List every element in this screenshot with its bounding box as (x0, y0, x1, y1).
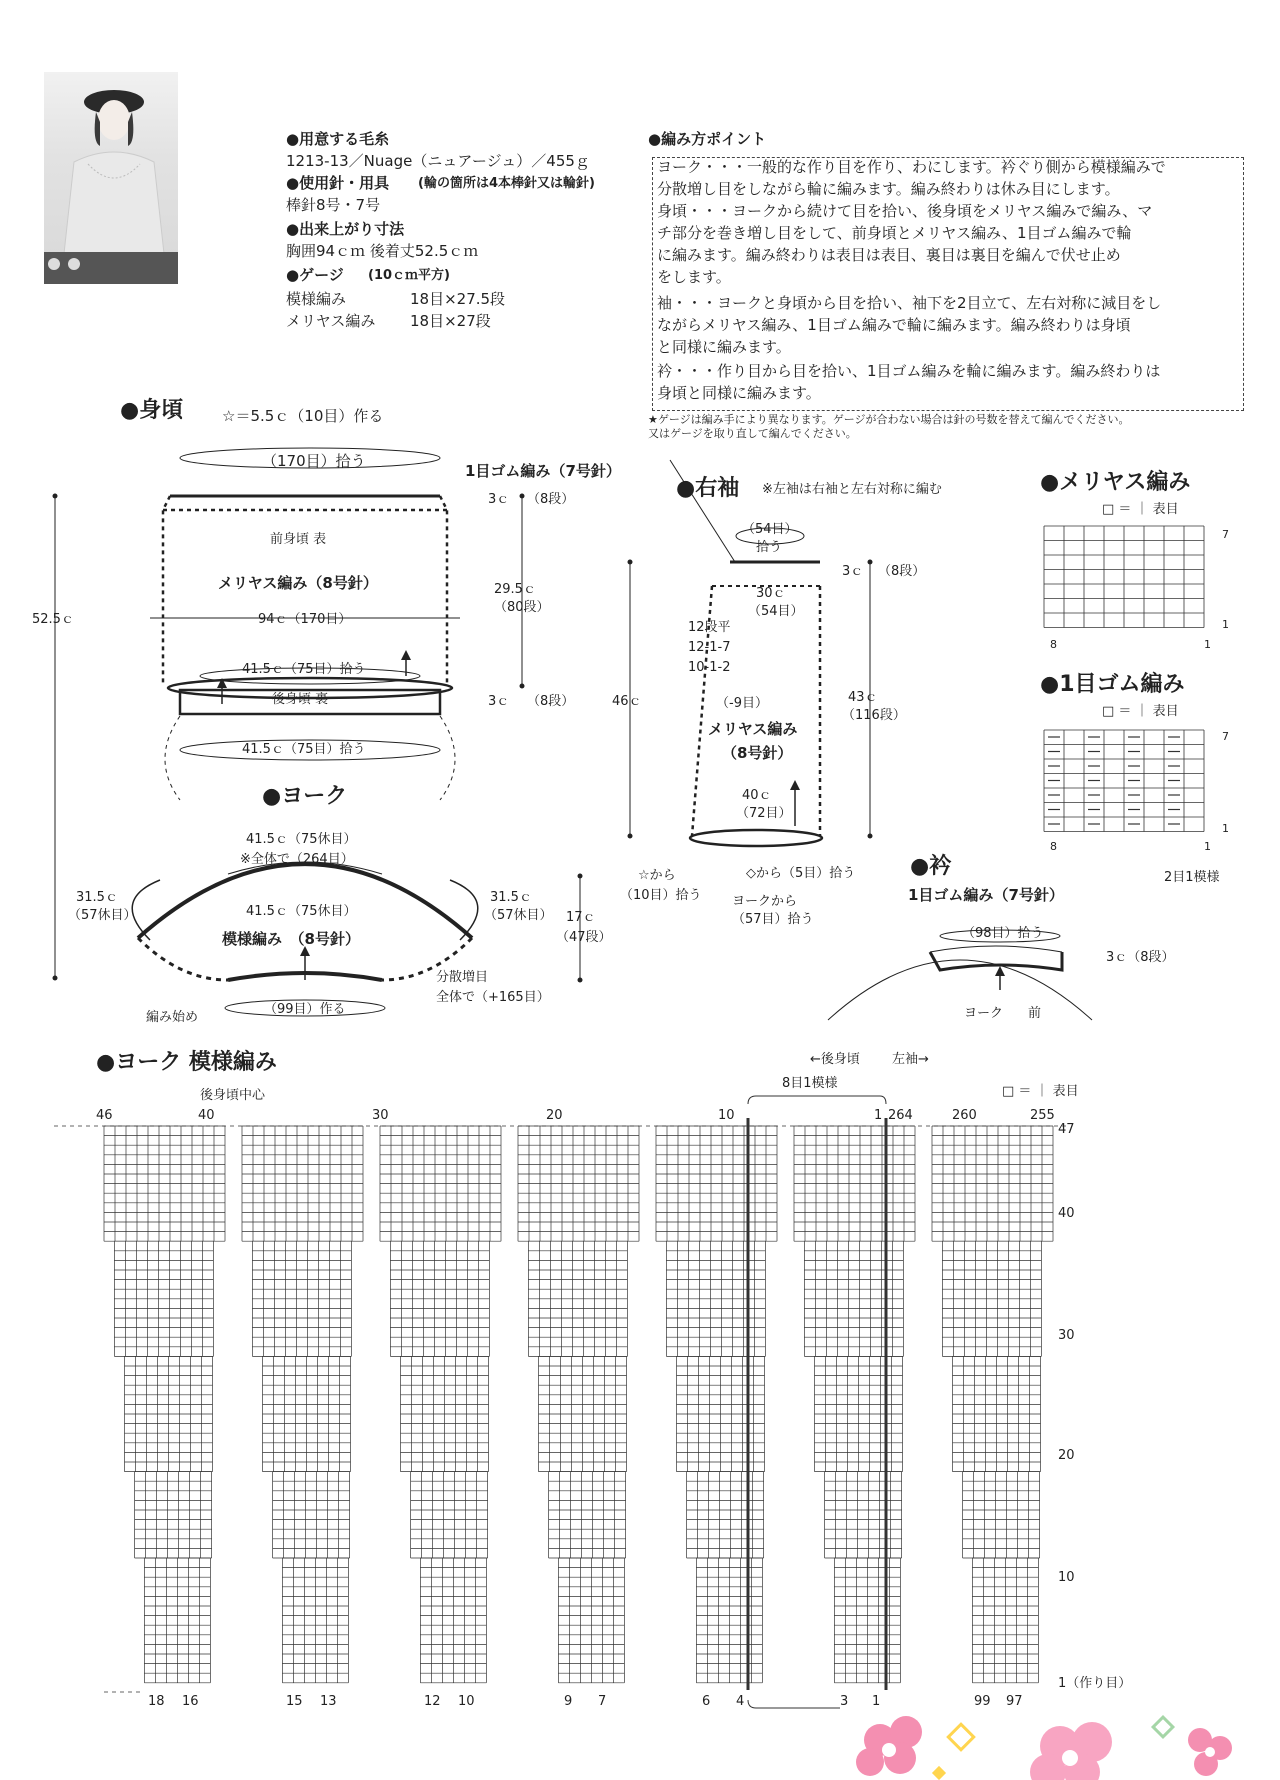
yoke-mid: 41.5ｃ（75休目） (246, 904, 357, 919)
yoke-chart-top-number: 20 (546, 1108, 563, 1123)
diamond-icon (932, 1766, 946, 1780)
meriyasu-legend: □ ＝ ｜ 表目 (1102, 502, 1179, 517)
yoke-chart-bottom-number: 12 (424, 1694, 441, 1709)
sleeve-rib-rows: （8段） (878, 564, 926, 579)
sleeve-rib-height: 3ｃ (842, 564, 864, 579)
yoke-chart-bottom-number: 3 (840, 1694, 849, 1709)
collar-title: ●衿 (910, 854, 952, 879)
yoke-start: 編み始め (146, 1010, 199, 1025)
yoke-side-right-2: （57休目） (484, 908, 553, 923)
yoke-chart-repeat: 8目1模様 (782, 1076, 838, 1091)
rib-legend: □ ＝ ｜ 表目 (1102, 704, 1179, 719)
yoke-inc-1: 分散増目 (436, 970, 489, 985)
gauge-note: (10ｃｍ平方) (368, 268, 450, 283)
rib-col-right: 1 (1204, 840, 1211, 853)
yoke-side-left-1: 31.5ｃ (76, 890, 118, 905)
yoke-chart-top-number: 1 (874, 1108, 883, 1123)
points-line: 分散増し目をしながら輪に編みます。編み終わりは休み目にします。 (657, 180, 1120, 198)
yoke-top-1: 41.5ｃ（75休目） (246, 832, 357, 847)
meriyasu-title: ●メリヤス編み (1040, 470, 1191, 495)
yoke-chart-row-number: 40 (1058, 1206, 1075, 1221)
yoke-height: 17ｃ (566, 910, 596, 925)
points-line: チ部分を巻き増し目をして、前身頃とメリヤス編み、1目ゴム編みで輪 (657, 224, 1132, 242)
sleeve-stitch-1: メリヤス編み (708, 720, 798, 738)
yoke-chart-row-number: 10 (1058, 1570, 1075, 1585)
points-line: に編みます。編み終わりは表目は表目、裏目は裏目を編んで伏せ止め (657, 246, 1121, 264)
rib-repeat: 2目1模様 (1164, 870, 1220, 885)
yoke-chart-bottom-number: 13 (320, 1694, 337, 1709)
body-height: 29.5ｃ (494, 582, 536, 597)
yoke-chart-legend: □ ＝ ｜ 表目 (1002, 1084, 1079, 1099)
points-line: 身頃と同様に編みます。 (657, 384, 821, 402)
yoke-chart-top-number: 264 (888, 1108, 913, 1123)
yoke-chart-top-number: 30 (372, 1108, 389, 1123)
yoke-pattern-label: 模様編み （8号針） (222, 930, 360, 948)
points-line: 衿・・・作り目から目を拾い、1目ゴム編みを輪に編みます。編み終わりは (657, 362, 1161, 380)
yoke-chart-left-sleeve: 左袖→ (892, 1052, 929, 1067)
yoke-chart-top-number: 46 (96, 1108, 113, 1123)
needles-note: (輪の箇所は4本棒針又は輪針) (418, 176, 595, 191)
size-value: 胸囲94ｃｍ 後着丈52.5ｃｍ (286, 242, 479, 260)
body-rib-height-1: 3ｃ (488, 492, 510, 507)
rib-row-top: 7 (1222, 730, 1229, 743)
yoke-side-left-2: （57休目） (68, 908, 137, 923)
collar-pick: （98目）拾う (962, 926, 1044, 941)
body-chest: 94ｃ（170目） (258, 612, 352, 627)
gauge-value-1: 18目×27.5段 (410, 290, 506, 308)
yoke-chart-top-number: 260 (952, 1108, 977, 1123)
yoke-chart-title: ●ヨーク 模様編み (96, 1050, 277, 1075)
points-line: 身頃・・・ヨークから続けて目を拾い、後身頃をメリヤス編みで編み、マ (657, 202, 1153, 220)
yoke-chart-bottom-number: 1 (872, 1694, 881, 1709)
sleeve-cuff-2: （72目） (736, 806, 792, 821)
flower-icon (856, 1716, 922, 1776)
size-heading: ●出来上がり寸法 (286, 220, 405, 238)
points-line: 袖・・・ヨークと身頃から目を拾い、袖下を2目立て、左右対称に減目をし (657, 294, 1162, 312)
front-body-label: 前身頃 表 (270, 532, 327, 547)
yoke-inc-2: 全体で（+165目） (436, 990, 550, 1005)
sleeve-from-star-2: （10目）拾う (620, 888, 702, 903)
flower-icon (1030, 1722, 1112, 1780)
body-rows: （80段） (494, 600, 550, 615)
sleeve-top-1: （54目） (742, 522, 798, 537)
gauge-value-2: 18目×27段 (410, 312, 491, 330)
diamond-icon (1153, 1717, 1173, 1737)
body-stockinette-label: メリヤス編み（8号針） (218, 574, 378, 592)
points-heading: ●編み方ポイント (648, 130, 767, 148)
rib-col-left: 8 (1050, 840, 1057, 853)
body-rib-height-2: 3ｃ (488, 694, 510, 709)
yoke-chart-bottom-number: 16 (182, 1694, 199, 1709)
sleeve-dec-3: 10-1-2 (688, 660, 731, 675)
yoke-chart-row-number: 20 (1058, 1448, 1075, 1463)
meriyasu-col-right: 1 (1204, 638, 1211, 651)
gauge-label-1: 模様編み (286, 290, 347, 308)
sleeve-from-diamond: ◇から（5目）拾う (746, 866, 856, 881)
body-title: ●身頃 (120, 398, 184, 423)
sleeve-note: ※左袖は右袖と左右対称に編む (762, 482, 942, 497)
body-pickup-top: （170目）拾う (262, 452, 366, 470)
yoke-chart-bottom-number: 7 (598, 1694, 607, 1709)
rib-title: ●1目ゴム編み (1040, 672, 1185, 697)
yoke-chart-bottom-number: 6 (702, 1694, 711, 1709)
sleeve-dec-1: 12段平 (688, 620, 731, 635)
collar-front: 前 (1028, 1006, 1042, 1021)
yoke-top-2: ※全体で（264目） (240, 852, 354, 867)
sleeve-from-star-1: ☆から (638, 868, 676, 883)
yoke-chart-top-number: 10 (718, 1108, 735, 1123)
yoke-chart-row-number: 47 (1058, 1122, 1075, 1137)
needles-heading: ●使用針・用具 (286, 174, 390, 192)
yarn-heading: ●用意する毛糸 (286, 130, 390, 148)
meriyasu-col-left: 8 (1050, 638, 1057, 651)
diamond-icon (948, 1724, 973, 1749)
sleeve-cuff-1: 40ｃ (742, 788, 772, 803)
yoke-rows: （47段） (556, 930, 612, 945)
meriyasu-row-top: 7 (1222, 528, 1229, 541)
footnote-1: ★ゲージは編み手により異なります。ゲージが合わない場合は針の号数を替えて編んでください。 (648, 413, 1130, 426)
sleeve-length: 46ｃ (612, 694, 642, 709)
yarn-value: 1213-13／Nuage（ニュアージュ）／455ｇ (286, 152, 590, 170)
sleeve-from-yoke-1: ヨークから (732, 894, 798, 909)
yoke-chart-top-number: 255 (1030, 1108, 1055, 1123)
yoke-title: ●ヨーク (262, 784, 348, 809)
yoke-chart-row-number: 1（作り目） (1058, 1676, 1132, 1691)
rib-row-bot: 1 (1222, 822, 1229, 835)
collar-height: 3ｃ（8段） (1106, 950, 1175, 965)
yoke-chart-back-center: 後身頃中心 (200, 1088, 266, 1103)
body-rib-rows-1: （8段） (527, 492, 575, 507)
yoke-chart-bottom-number: 9 (564, 1694, 573, 1709)
sleeve-h2: （116段） (842, 708, 906, 723)
body-star-note: ☆＝5.5ｃ（10目）作る (222, 407, 384, 425)
body-pickup-75a: 41.5ｃ（75目）拾う (242, 662, 366, 677)
sleeve-stitch-2: （8号針） (722, 744, 793, 762)
sleeve-from-yoke-2: （57目）拾う (732, 912, 814, 927)
yoke-chart-bottom-number: 4 (736, 1694, 745, 1709)
sleeve-top-2: 拾う (756, 540, 783, 555)
body-rib-label: 1目ゴム編み（7号針） (465, 462, 621, 480)
meriyasu-row-bot: 1 (1222, 618, 1229, 631)
yoke-chart-bottom-number: 18 (148, 1694, 165, 1709)
collar-rib: 1目ゴム編み（7号針） (908, 886, 1064, 904)
points-line: ヨーク・・・一般的な作り目を作り、わにします。衿ぐり側から模様編みで (657, 158, 1166, 176)
yoke-chart-back-body: ←後身頃 (810, 1052, 860, 1067)
body-rib-rows-2: （8段） (527, 694, 575, 709)
sleeve-title: ●右袖 (676, 476, 740, 501)
flower-icon (1188, 1728, 1232, 1776)
back-body-label: 後身頃 裏 (272, 692, 329, 707)
points-line: と同様に編みます。 (657, 338, 791, 356)
yoke-chart-bottom-number: 10 (458, 1694, 475, 1709)
points-line: をします。 (657, 268, 731, 286)
sleeve-h1: 43ｃ (848, 690, 878, 705)
gauge-heading: ●ゲージ (286, 266, 344, 284)
footnote-2: 又はゲージを取り直して編んでください。 (648, 427, 857, 440)
gauge-label-2: メリヤス編み (286, 312, 376, 330)
yoke-chart-bottom-number: 15 (286, 1694, 303, 1709)
sleeve-width-1: 30ｃ (756, 586, 786, 601)
collar-yoke: ヨーク (964, 1006, 1004, 1021)
sleeve-width-2: （54目） (748, 604, 804, 619)
yoke-cast: （99目）作る (264, 1002, 346, 1017)
yoke-chart-row-number: 30 (1058, 1328, 1075, 1343)
yoke-side-right-1: 31.5ｃ (490, 890, 532, 905)
sleeve-dec-total: （-9目） (716, 696, 768, 711)
needles-value: 棒針8号・7号 (286, 196, 381, 214)
body-total-length: 52.5ｃ (32, 612, 74, 627)
yoke-chart-bottom-number: 97 (1006, 1694, 1023, 1709)
body-pickup-75b: 41.5ｃ（75目）拾う (242, 742, 366, 757)
yoke-chart-top-number: 40 (198, 1108, 215, 1123)
points-line: ながらメリヤス編み、1目ゴム編みで輪に編みます。編み終わりは身頃 (657, 316, 1131, 334)
yoke-chart-bottom-number: 99 (974, 1694, 991, 1709)
sleeve-dec-2: 12-1-7 (688, 640, 731, 655)
